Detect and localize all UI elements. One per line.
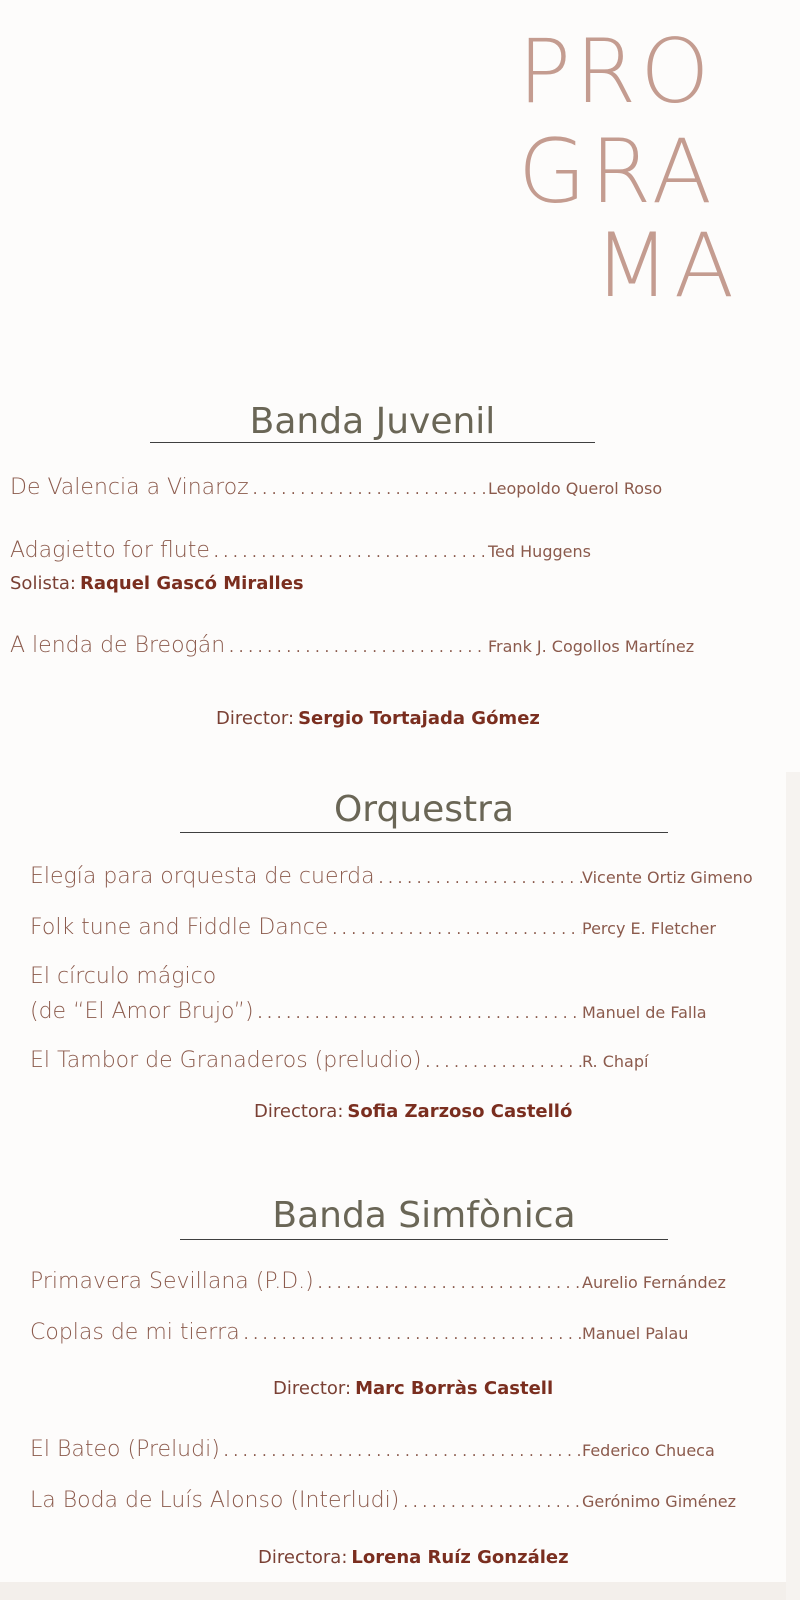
program-entry xyxy=(30,915,778,940)
work-title: De Valencia a Vinaroz xyxy=(10,475,249,500)
section-title: Orquestra xyxy=(333,789,515,830)
work-title: Primavera Sevillana (P.D.) xyxy=(30,1269,314,1294)
director-name: Sofia Zarzoso Castelló xyxy=(347,1101,573,1122)
program-entry xyxy=(30,1320,778,1345)
composer-name: R. Chapí xyxy=(582,1052,649,1071)
composer-name: Leopoldo Querol Roso xyxy=(488,479,663,498)
title-line-1: PRO xyxy=(518,20,714,123)
work-title: A lenda de Breogán xyxy=(10,633,226,658)
work-title: El Tambor de Granaderos (preludio) xyxy=(30,1048,422,1073)
bottom-background-band xyxy=(0,1582,800,1600)
leader-dots xyxy=(254,1004,582,1022)
leader-dots xyxy=(328,920,582,938)
leader-dots xyxy=(421,1053,582,1071)
program-entry xyxy=(10,633,710,658)
section-rule xyxy=(180,1239,668,1240)
section-rule xyxy=(150,442,595,443)
work-title: Coplas de mi tierra xyxy=(30,1320,240,1345)
leader-dots xyxy=(240,1325,582,1343)
director-credit xyxy=(216,708,540,729)
soloist-role: Solista: xyxy=(10,573,76,594)
work-title-line1: El círculo mágico xyxy=(30,964,217,989)
composer-name: Manuel Palau xyxy=(582,1324,689,1343)
work-title: Adagietto for flute xyxy=(10,538,210,563)
work-title: La Boda de Luís Alonso (Interludi) xyxy=(30,1488,400,1513)
director-name: Sergio Tortajada Gómez xyxy=(298,708,540,729)
leader-dots xyxy=(375,869,582,887)
director-name: Lorena Ruíz González xyxy=(351,1547,569,1568)
leader-dots xyxy=(225,638,488,656)
title-line-2: GRA xyxy=(518,120,716,223)
director-credit xyxy=(258,1547,569,1568)
program-entry xyxy=(30,1269,778,1294)
director-role: Directora: xyxy=(254,1101,344,1122)
work-title: Elegía para orquesta de cuerda xyxy=(30,864,375,889)
leader-dots xyxy=(210,543,488,561)
director-credit xyxy=(273,1378,553,1399)
program-entry xyxy=(30,1437,778,1462)
program-entry xyxy=(10,538,710,563)
program-entry xyxy=(10,475,710,500)
section-title: Banda Simfònica xyxy=(272,1195,576,1236)
composer-name: Ted Huggens xyxy=(488,542,591,561)
section-rule xyxy=(180,832,668,833)
leader-dots xyxy=(220,1442,582,1460)
director-role: Director: xyxy=(216,708,295,729)
composer-name: Aurelio Fernández xyxy=(582,1273,726,1292)
leader-dots xyxy=(399,1493,582,1511)
composer-name: Manuel de Falla xyxy=(582,1003,707,1022)
section-title: Banda Juvenil xyxy=(249,401,496,442)
program-entry xyxy=(30,864,778,889)
composer-name: Gerónimo Giménez xyxy=(582,1492,736,1511)
leader-dots xyxy=(249,480,488,498)
composer-name: Percy E. Fletcher xyxy=(582,919,716,938)
title-line-3: MA xyxy=(594,214,739,317)
composer-name: Federico Chueca xyxy=(582,1441,715,1460)
leader-dots xyxy=(314,1274,582,1292)
composer-name: Frank J. Cogollos Martínez xyxy=(488,637,695,656)
right-background-band xyxy=(786,772,800,1600)
soloist-credit xyxy=(10,573,304,594)
work-title: Folk tune and Fiddle Dance xyxy=(30,915,329,940)
work-title: (de “El Amor Brujo”) xyxy=(30,999,254,1024)
composer-name: Vicente Ortiz Gimeno xyxy=(582,868,753,887)
director-role: Directora: xyxy=(258,1547,348,1568)
work-title: El Bateo (Preludi) xyxy=(30,1437,220,1462)
director-role: Director: xyxy=(273,1378,352,1399)
director-credit xyxy=(254,1101,572,1122)
program-entry xyxy=(30,1488,778,1513)
program-entry xyxy=(30,1048,778,1073)
soloist-name: Raquel Gascó Miralles xyxy=(79,573,304,594)
program-entry xyxy=(30,999,778,1024)
director-name: Marc Borràs Castell xyxy=(355,1378,554,1399)
